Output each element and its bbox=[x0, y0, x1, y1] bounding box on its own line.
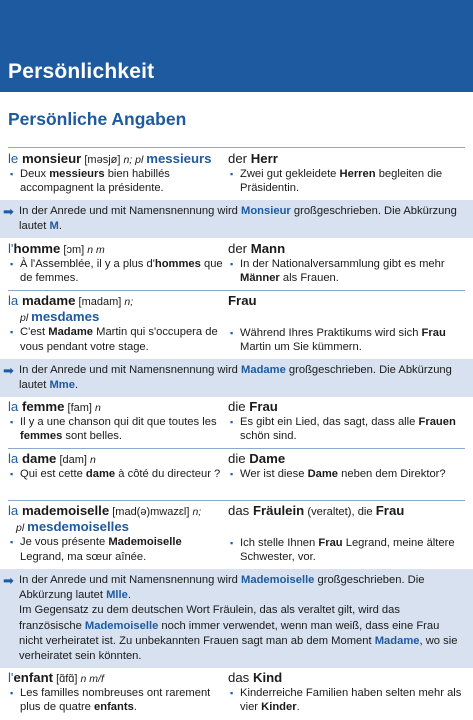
e7-de-word: Kind bbox=[252, 670, 283, 685]
note1-a: In der Anrede und mit Namensnennung wird bbox=[19, 205, 242, 217]
e2-ipa: [ɔm] bbox=[60, 244, 88, 256]
e2-ex-c: que de femmes. bbox=[20, 258, 223, 285]
entry-dame-fr bbox=[8, 451, 223, 481]
e6-art: la bbox=[8, 503, 22, 518]
entry-dame-de bbox=[228, 451, 464, 481]
e4-pos: n bbox=[95, 402, 101, 414]
e6-ipa: [mad(ə)mwazɛl] bbox=[109, 506, 193, 518]
divider bbox=[8, 290, 465, 291]
note3-e: noch immer verwendet, wenn man weiß, dass eine Frau nicht verheiratet ist. Zu unbekannten Frauen sagt man ab dem Moment bbox=[19, 619, 440, 647]
divider bbox=[8, 448, 465, 449]
e6-word: mademoiselle bbox=[21, 503, 110, 518]
e3-ipa: [madam] bbox=[75, 296, 125, 308]
e7-pos: n m/f bbox=[80, 673, 104, 685]
e2-de-art: der bbox=[228, 241, 251, 256]
e3-de-word: Frau bbox=[228, 293, 257, 308]
example-de bbox=[228, 415, 464, 443]
example-de bbox=[228, 686, 464, 714]
entry-enfant-de bbox=[228, 670, 464, 715]
entry-madame-fr bbox=[8, 293, 223, 354]
e5-ex-b: dame bbox=[85, 468, 116, 481]
example-fr bbox=[8, 535, 223, 563]
e2-de-a: In der Nationalversammlung gibt es mehr bbox=[240, 258, 445, 271]
note2-b: großgeschrieben. Die Abkürzung lautet bbox=[19, 364, 452, 392]
entry-mademoiselle-fr bbox=[8, 503, 223, 564]
e2-pos: n m bbox=[87, 244, 105, 256]
e2-art: l' bbox=[8, 241, 14, 256]
e3-de-a: Während Ihres Praktikums wird sich bbox=[240, 327, 422, 340]
e7-ex-c: . bbox=[133, 701, 137, 714]
e1-de-c: begleiten die Präsidentin. bbox=[240, 168, 443, 195]
e3-de-b: Frau bbox=[421, 327, 446, 340]
e6-de-word2: Frau bbox=[375, 503, 405, 518]
e4-ex-a: Il y a une chanson qui dit que toutes les bbox=[20, 416, 217, 429]
note1-kw: Monsieur bbox=[241, 205, 291, 217]
page-title: Persönlichkeit bbox=[8, 60, 155, 83]
e3-ex-c: Martin qui s'occupera de vous pendant votre stage. bbox=[20, 326, 218, 353]
e6-pl: pl bbox=[16, 522, 28, 535]
e6-plural: mesdemoiselles bbox=[27, 519, 129, 535]
example-fr bbox=[8, 686, 223, 714]
e6-de-mid: (veraltet), die bbox=[304, 506, 376, 518]
e3-plural: mesdames bbox=[31, 309, 100, 325]
section-title: Persönliche Angaben bbox=[8, 109, 187, 129]
e7-art: l' bbox=[8, 670, 14, 685]
example-de bbox=[228, 326, 464, 354]
note-monsieur bbox=[0, 200, 473, 238]
e7-word: enfant bbox=[13, 670, 54, 685]
example-fr bbox=[8, 415, 223, 443]
example-de bbox=[228, 467, 464, 481]
e6-pos: n; bbox=[192, 506, 202, 518]
e5-art: la bbox=[8, 451, 22, 466]
e7-ex-b: enfants bbox=[94, 701, 134, 714]
note2-abbr: Mme bbox=[49, 379, 75, 392]
entry-mademoiselle-de bbox=[228, 503, 464, 565]
note2-kw: Madame bbox=[241, 364, 286, 376]
entry-femme-de bbox=[228, 399, 464, 444]
e1-ipa: [məsjø] bbox=[81, 154, 124, 166]
e2-de-b: Männer bbox=[240, 272, 280, 285]
note3-a: In der Anrede und mit Namensnennung wird bbox=[19, 574, 242, 586]
note3-abbr: Mlle bbox=[106, 589, 128, 602]
e3-de-c: Martin um Sie kümmern. bbox=[240, 341, 362, 354]
note3-d: Im Gegensatz zu dem deutschen Wort Fräulein, das als veraltet gilt, wird das französische bbox=[19, 604, 400, 632]
e4-ipa: [fam] bbox=[64, 402, 96, 414]
e7-de-a: Kinderreiche Familien haben selten mehr als vier bbox=[240, 687, 462, 714]
e2-ex-b: hommes bbox=[154, 258, 201, 271]
e5-ex-a: Qui est cette bbox=[20, 468, 86, 481]
example-fr bbox=[8, 167, 223, 195]
e5-ipa: [dam] bbox=[56, 454, 91, 466]
e5-word: dame bbox=[21, 451, 57, 466]
e6-ex-a: Je vous présente bbox=[20, 536, 109, 549]
entry-enfant-fr bbox=[8, 670, 223, 715]
e3-word: madame bbox=[21, 293, 76, 308]
e5-ex-c: à côté du directeur ? bbox=[115, 468, 221, 481]
e1-word: monsieur bbox=[21, 151, 82, 166]
e5-pos: n bbox=[90, 454, 96, 466]
e1-plural: messieurs bbox=[146, 151, 212, 166]
example-de bbox=[228, 536, 464, 564]
e6-de-art: das bbox=[228, 503, 253, 518]
e2-ex-a: À l'Assemblée, il y a plus d' bbox=[20, 258, 155, 271]
e4-de-word: Frau bbox=[249, 399, 278, 414]
example-fr bbox=[8, 467, 223, 481]
example-fr bbox=[8, 325, 223, 353]
e4-de-b: Frauen bbox=[418, 416, 456, 429]
note3-c: . bbox=[127, 589, 131, 602]
e7-ex-a: Les familles nombreuses ont rarement plus de quatre bbox=[20, 687, 211, 714]
entry-homme-de bbox=[228, 241, 464, 286]
e7-de-b: Kinder bbox=[261, 701, 297, 714]
entry-femme-fr bbox=[8, 399, 223, 444]
e3-pl: pl bbox=[20, 312, 32, 325]
e6-de-b: Frau bbox=[318, 537, 343, 550]
e5-de-c: neben dem Direktor? bbox=[338, 468, 446, 481]
headword-de bbox=[228, 151, 464, 167]
e1-ex-b: messieurs bbox=[49, 168, 105, 181]
note1-abbr: M bbox=[49, 220, 59, 233]
e7-ipa: [ɑ̃fɑ̃] bbox=[53, 673, 81, 685]
entry-monsieur-de bbox=[228, 151, 464, 196]
note3-kw: Mademoiselle bbox=[241, 574, 315, 586]
e6-ex-c: Legrand, ma sœur aînée. bbox=[20, 550, 147, 563]
divider bbox=[8, 500, 465, 501]
e4-ex-b: femmes bbox=[20, 430, 63, 443]
example-de bbox=[228, 257, 464, 285]
e1-de-word: Herr bbox=[250, 151, 278, 166]
e1-de-art: der bbox=[228, 151, 251, 166]
e2-de-c: als Frauen. bbox=[279, 272, 339, 285]
entry-monsieur-fr bbox=[8, 151, 223, 196]
e6-ex-b: Mademoiselle bbox=[108, 536, 182, 549]
e3-ex-b: Madame bbox=[48, 326, 94, 339]
e3-ex-a: C'est bbox=[20, 326, 49, 339]
e4-word: femme bbox=[21, 399, 65, 414]
example-de bbox=[228, 167, 464, 195]
example-fr bbox=[8, 257, 223, 285]
note3-b: großgeschrieben. Die Abkürzung lautet bbox=[19, 574, 425, 602]
e1-de-b: Herren bbox=[339, 168, 376, 181]
e1-ex-c: bien habillés accompagnent la présidente. bbox=[20, 168, 170, 195]
right-arrow-icon: ➡ bbox=[3, 573, 14, 588]
e1-ex-a: Deux bbox=[20, 168, 50, 181]
e6-de-word: Fräulein bbox=[252, 503, 305, 518]
e4-art: la bbox=[8, 399, 22, 414]
headword-line bbox=[8, 151, 223, 167]
e7-de-art: das bbox=[228, 670, 253, 685]
e2-word: homme bbox=[13, 241, 61, 256]
e3-pos: n; bbox=[124, 296, 134, 308]
right-arrow-icon: ➡ bbox=[3, 204, 14, 219]
note3-f: , wo sie verheiratet sein könnten. bbox=[19, 634, 458, 663]
e4-de-a: Es gibt ein Lied, das sagt, dass alle bbox=[240, 416, 419, 429]
e5-de-art: die bbox=[228, 451, 250, 466]
e4-ex-c: sont belles. bbox=[62, 430, 122, 443]
e7-de-c: . bbox=[296, 701, 300, 714]
note-madame bbox=[0, 359, 473, 397]
right-arrow-icon: ➡ bbox=[3, 363, 14, 378]
e4-de-c: schön sind. bbox=[240, 430, 297, 443]
e4-de-art: die bbox=[228, 399, 250, 414]
note-mademoiselle bbox=[0, 569, 473, 668]
e3-art: la bbox=[8, 293, 22, 308]
note3-kw3: Madame bbox=[374, 634, 420, 647]
note1-b: großgeschrieben. Die Abkürzung lautet bbox=[19, 205, 457, 233]
note1-c: . bbox=[58, 220, 62, 233]
page-header bbox=[0, 0, 473, 92]
divider bbox=[8, 147, 465, 148]
e5-de-a: Wer ist diese bbox=[240, 468, 308, 481]
e6-de-c: Legrand, meine ältere Schwester, vor. bbox=[240, 537, 455, 564]
e1-pos: n; pl bbox=[123, 154, 147, 166]
e5-de-word: Dame bbox=[249, 451, 286, 466]
entry-madame-de bbox=[228, 293, 464, 355]
e5-de-b: Dame bbox=[307, 468, 339, 481]
e1-art: le bbox=[8, 151, 22, 166]
e2-de-word: Mann bbox=[250, 241, 286, 256]
e6-de-a: Ich stelle Ihnen bbox=[240, 537, 319, 550]
note2-c: . bbox=[74, 379, 79, 392]
note2-a: In der Anrede und mit Namensnennung wird bbox=[19, 364, 242, 376]
entry-homme-fr bbox=[8, 241, 223, 286]
note3-kw2: Mademoiselle bbox=[84, 619, 159, 632]
e1-de-a: Zwei gut gekleidete bbox=[240, 168, 340, 181]
